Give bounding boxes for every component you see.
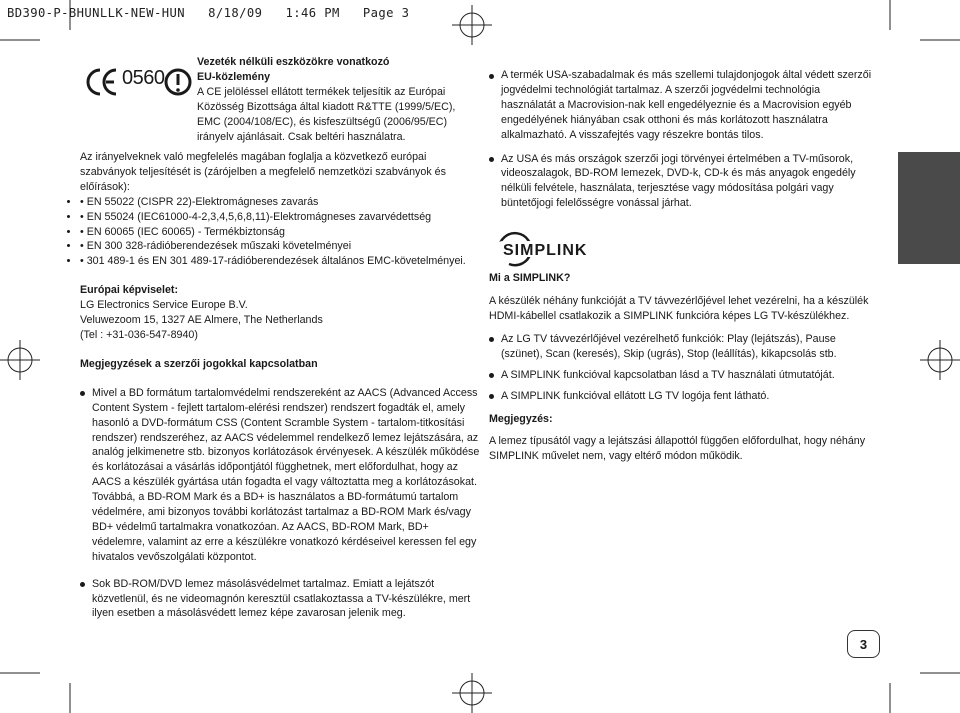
simplink-intro: A készülék néhány funkcióját a TV távvezérlőjével lehet vezérelni, ha a készülék HDMI-kábellel csatlakozik a SIMPLINK funkcióra képes LG TV-készülékhez. (489, 295, 869, 322)
page-number: 3 (847, 630, 880, 658)
standards-list (80, 195, 480, 270)
copyright-notes-list (489, 68, 877, 211)
standard-item: • • EN 60065 (IEC 60065) - Termékbiztonság (80, 225, 480, 240)
standard-item: • • EN 55022 (CISPR 22)-Elektromágneses zavarás (80, 195, 480, 210)
note-text: A lemez típusától vagy a lejátszási állapottól függően előfordulhat, hogy néhány SIMPLINK művelet nem, vagy eltérő módon működik. (489, 435, 866, 463)
representative-title: Európai képviselet: (80, 284, 179, 297)
representative-line: LG Electronics Service Europe B.V. (80, 299, 248, 312)
standard-item: • • EN 55024 (IEC61000-4-2,3,4,5,6,8,11)-Elektromágneses zavarvédettség (80, 210, 480, 225)
ce-line-3: A CE jelöléssel ellátott termékek teljesítik az Európai (197, 85, 446, 98)
right-column (489, 68, 877, 464)
ce-line-4: Közösség Bizottsága által kiadott R&TTE (1999/5/EC), (197, 100, 456, 113)
standard-item: • • 301 489-1 és EN 301 489-17-rádióberendezések általános EMC-követelményei. (80, 254, 480, 269)
left-column (80, 55, 480, 621)
ce-line-5: EMC (2004/108/EC), és kisfeszültségű (2006/95/EC) (197, 115, 448, 128)
standards-intro: Az irányelveknek való megfelelés magában foglalja a közvetkező európai szabványok teljesítését is (zárójelben a megfelelő nemzetközi szabványok és előírások): (80, 151, 446, 193)
note-title: Megjegyzés: (489, 412, 553, 425)
ce-notice (80, 55, 480, 150)
section-tab (898, 152, 960, 264)
simplink-title: Mi a SIMPLINK? (489, 272, 571, 285)
ce-line-6: irányelv ajánlásait. Csak beltéri használatra. (197, 130, 406, 143)
ce-title-line-2: EU-közlemény (197, 70, 271, 83)
representative-line: Veluwezoom 15, 1327 AE Almere, The Netherlands (80, 314, 323, 327)
ce-title-line-1: Vezeték nélküli eszközökre vonatkozó (197, 56, 390, 68)
copyright-item: Sok BD-ROM/DVD lemez másolásvédelmet tartalmaz. Emiatt a lejátszót közvetlenül, és ne videomagnón keresztül csatlakoztassa a TV-készülékre, mert ilyen esetben a másolásvédett lemez képe zavarosan jelenik meg. (80, 577, 480, 622)
copyright-item: Mivel a BD formátum tartalomvédelmi rendszereként az AACS (Advanced Access Content System - fejlett tartalom-elérési rendszer) rendszert fogadták el, amely hasonló a DVD-formátum CSS (Content Scramble System - tartalom-titkosítási rendszer) rendszeréhez, az AACS védelemmel rendelkező lemez lejátszására, az analóg jelkimenetre stb. bizonyos korlátozások érvényesek. A készülék működése és korlátozásai a vásárlás időpontjától függhetnek, mert előfordulhat, hogy az AACS a készülék gyártása után fogadta el vagy változtatta meg a korlátozásokat. Továbbá, a BD-ROM Mark és a BD+ is használatos a BD-formátumú tartalom védelmére, ami bizonyos további korlátozást tartalmaz a BD-ROM Mark és/vagy BD+ védelmű tartalmakra vonatkozóan. Az AACS, BD-ROM Mark, BD+ védelemre, valamint az erre a készülékre vonatkozó kérdéseivel keressen fel egy hivatalos vevőszolgálati központot. (80, 386, 480, 565)
ce-mark-logo (80, 65, 192, 99)
copyright-list (80, 386, 480, 622)
copyright-note-item: Az USA és más országok szerzői jogi törvényei értelmében a TV-műsorok, videoszalagok, BD-ROM lemezek, DVD-k, CD-k és más anyagok engedély nélküli felvétele, használata, terjesztése vagy módosítása polgári vagy büntetőjogi felelősségre vonással járhat. (489, 152, 877, 212)
representative-line: (Tel : +31-036-547-8940) (80, 328, 198, 341)
standard-item: • • EN 300 328-rádióberendezések műszaki követelményei (80, 239, 480, 254)
simplink-item: A SIMPLINK funkcióval kapcsolatban lásd a TV használati útmutatóját. (489, 368, 877, 383)
copyright-title: Megjegyzések a szerzői jogokkal kapcsolatban (80, 357, 318, 370)
simplink-item: Az LG TV távvezérlőjével vezérelhető funkciók: Play (lejátszás), Pause (szünet), Scan (keresés), Skip (ugrás), Stop (leállítás), kikapcsolás stb. (489, 332, 877, 362)
ce-text (197, 55, 487, 144)
simplink-item: A SIMPLINK funkcióval ellátott LG TV logója fent látható. (489, 389, 877, 404)
print-header: BD390-P-BHUNLLK-NEW-HUN 8/18/09 1:46 PM Page 3 (7, 6, 410, 20)
simplink-list (489, 332, 877, 404)
simplink-logo (489, 229, 877, 269)
ce-notified-body-number: 0560 (122, 67, 165, 89)
simplink-logo-text: SIMPLINK (503, 242, 588, 260)
copyright-note-item: A termék USA-szabadalmak és más szellemi tulajdonjogok által védett szerzői jogvédelmi technológiát tartalmaz. A szerzői jogvédelmi technológia használatát a Macrovision-nak kell engedélyeznie és a Macrovision egyéb engedélyének hiányában csak otthoni és más korlátozott használatra alkalmazható. A visszafejtés vagy részekre bontás tilos. (489, 68, 877, 143)
